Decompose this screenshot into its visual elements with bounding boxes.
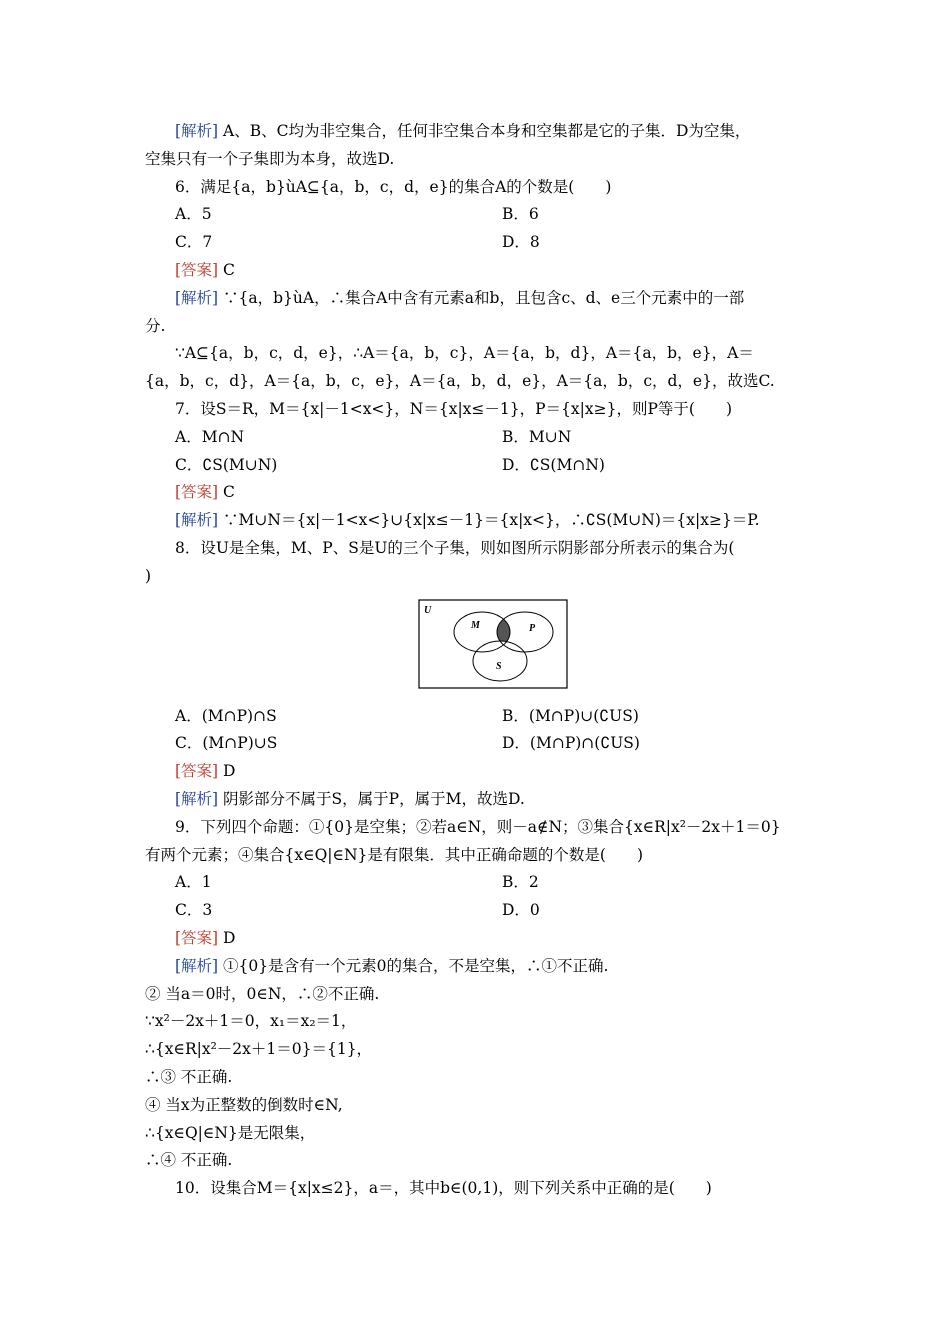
answer-value: D [218,928,236,947]
q9-explanation-2: ② 当a＝0时，0∈N，∴②不正确. [145,984,380,1003]
option-c: C．(M∩P)∪S [175,734,278,753]
label-s: S [496,660,502,672]
option-d: D．(M∩P)∩(∁US) [502,734,640,753]
q8-options-row2 [145,730,805,758]
q9-explanation-7: ∴{x∈Q|∈N}是无限集， [145,1123,316,1142]
explanation-tag: [解析] [175,789,219,808]
option-d: D．0 [502,901,540,920]
option-c: C．∁S(M∪N) [175,455,278,474]
answer-value: C [218,260,235,279]
option-d: D．∁S(M∩N) [502,455,605,474]
label-p: P [529,622,536,634]
option-c: C．3 [175,901,213,920]
q6-options-row1 [145,201,805,229]
option-b: B．M∪N [502,427,572,446]
question-8: 8．设U是全集，M、P、S是U的三个子集，则如图所示阴影部分所表示的集合为( [175,538,735,557]
explanation-tag: [解析] [175,288,219,307]
document-page [145,118,805,1203]
option-a: A．(M∩P)∩S [175,706,277,725]
option-b: B．2 [502,873,539,892]
option-b: B．(M∩P)∪(∁US) [502,706,639,725]
explanation-text: ∵{a，b}ùA，∴集合A中含有元素a和b，且包含c、d、e三个元素中的一部 [218,288,745,307]
question-9-line2: 有两个元素；④集合{x∈Q|∈N}是有限集．其中正确命题的个数是( ) [145,845,644,864]
q5-explanation-line2: 空集只有一个子集即为本身，故选D. [145,149,395,168]
q9-explanation-8: ∴④ 不正确. [145,1151,233,1170]
explanation-tag: [解析] [175,956,219,975]
explanation-text: ①{0}是含有一个元素0的集合，不是空集，∴①不正确. [218,956,609,975]
q6-explanation-3: ∵A⊆{a，b，c，d，e}，∴A＝{a，b，c}，A＝{a，b，d}，A＝{a，b，e}，A＝ [175,344,754,363]
q9-options-row1 [145,869,805,897]
q8-explanation [145,786,805,814]
explanation-tag: [解析] [175,122,219,140]
question-6: 6．满足{a，b}ùA⊆{a，b，c，d，e}的集合A的个数是( ) [175,177,612,196]
explanation-tag: [解析] [175,511,219,530]
option-a: A．M∩N [175,427,245,446]
explanation-text: A、B、C均为非空集合，任何非空集合本身和空集都是它的子集．D为空集， [218,122,751,140]
q9-explanation-5: ∴③ 不正确. [145,1067,233,1086]
question-7: 7．设S＝R，M＝{x|－1<x<}，N＝{x|x≤－1}，P＝{x|x≥}，则P等于( ) [175,399,732,418]
q7-options-row2 [145,452,805,480]
explanation-text: ∵M∪N＝{x|－1<x<}∪{x|x≤－1}＝{x|x<}，∴∁S(M∪N)＝{x|x≥}＝P. [218,511,760,530]
q9-answer [145,925,805,953]
question-9-line1: 9．下列四个命题：①{0}是空集；②若a∈N，则－a∉N；③集合{x∈R|x²－2x＋1＝0} [175,817,781,836]
explanation-text: 阴影部分不属于S，属于P，属于M，故选D. [218,789,525,808]
q9-explanation-1 [145,953,805,981]
label-m: M [471,619,480,631]
q6-answer [145,257,805,285]
option-a: A．1 [175,873,212,892]
option-a: A．5 [175,205,212,224]
venn-diagram [418,599,568,691]
q9-options-row2 [145,897,805,925]
answer-tag: [答案] [175,928,219,947]
q9-explanation-3: ∵x²－2x＋1＝0，x₁＝x₂＝1， [145,1012,357,1031]
q5-explanation-line1 [145,118,805,146]
q8-answer [145,758,805,786]
q6-explanation-1 [145,285,805,313]
answer-tag: [答案] [175,483,219,502]
venn-diagram-figure [145,591,805,703]
q8-options-row1 [145,703,805,731]
q6-options-row2 [145,229,805,257]
option-b: B．6 [502,205,539,224]
answer-tag: [答案] [175,260,219,279]
q7-answer [145,479,805,507]
option-c: C．7 [175,233,213,252]
question-8-cont: ) [145,566,152,585]
option-d: D．8 [502,233,540,252]
q6-explanation-4: {a，b，c，d}，A＝{a，b，c，e}，A＝{a，b，d，e}，A＝{a，b，c，d，e}，故选C. [145,372,775,391]
question-10: 10．设集合M＝{x|x≤2}，a＝，其中b∈(0,1)，则下列关系中正确的是( ) [175,1179,712,1198]
q6-explanation-2: 分. [145,316,166,335]
answer-value: C [218,483,235,502]
answer-value: D [218,762,236,781]
q9-explanation-4: ∴{x∈R|x²－2x＋1＝0}＝{1}， [145,1040,373,1059]
answer-tag: [答案] [175,762,219,781]
q7-explanation [145,507,805,535]
q7-options-row1 [145,424,805,452]
label-u: U [424,604,432,616]
q9-explanation-6: ④ 当x为正整数的倒数时∈N, [145,1095,343,1114]
